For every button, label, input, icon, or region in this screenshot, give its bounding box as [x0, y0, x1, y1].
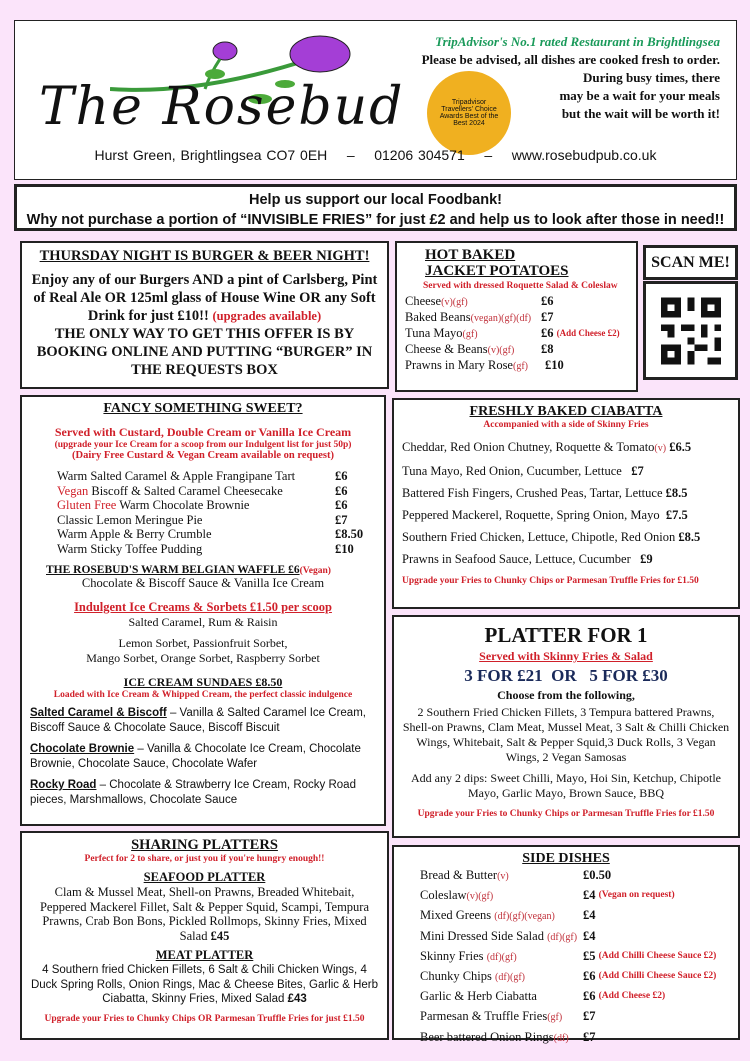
burger-booking: THE ONLY WAY TO GET THIS OFFER IS BY BOOKING ONLINE AND PUTTING “BURGER” IN THE REQUESTS BOX: [36, 326, 373, 378]
item-tags: (df): [553, 1032, 569, 1044]
menu-item: [405, 326, 628, 342]
seafood-price: £45: [210, 928, 230, 943]
item-name: Mini Dressed Side Salad: [420, 928, 548, 943]
menu-item: [420, 886, 730, 906]
sundae-desc: – Vanilla & Salted Caramel Ice Cream, Biscoff Sauce & Chocolate Sauce, Biscoff Biscuit: [30, 707, 366, 734]
menu-item: [405, 310, 628, 326]
seafood-title: SEAFOOD PLATTER: [143, 870, 266, 884]
item-price: £7: [583, 1029, 596, 1044]
menu-item: [405, 358, 628, 374]
jacket-title: HOT BAKED: [425, 247, 516, 263]
platter-deal: 3 FOR £21 OR 5 FOR £30: [464, 666, 668, 685]
sweet-title: FANCY SOMETHING SWEET?: [103, 401, 303, 416]
notice-line: may be a wait for your meals: [559, 88, 720, 103]
item-price: £8: [541, 342, 554, 356]
item-price: £7: [583, 1009, 596, 1024]
menu-item: [57, 513, 376, 528]
menu-item: [57, 498, 376, 513]
item-note: (Add Cheese £2): [598, 991, 666, 1002]
ciabatta-title: FRESHLY BAKED CIABATTA: [469, 404, 663, 419]
menu-item: [402, 548, 730, 570]
item-name: Parmesan & Truffle Fries: [420, 1009, 548, 1024]
item-note: (Add Cheese £2): [556, 328, 620, 338]
menu-item: [405, 294, 628, 310]
ciabatta-subtitle: Accompanied with a side of Skinny Fries: [483, 420, 649, 430]
sweet-dairy: (Dairy Free Custard & Vegan Cream available on request): [72, 450, 334, 461]
item-price: £9: [640, 552, 653, 566]
item-tags: (gf): [547, 1012, 563, 1024]
item-price: £4: [583, 928, 596, 943]
menu-item: [57, 469, 376, 484]
sharing-upgrade: Upgrade your Fries to Chunky Chips OR Parmesan Truffle Fries for just £1.50: [44, 1013, 365, 1024]
item-tags: (df)(gf): [495, 972, 525, 984]
item-tags: (df)(gf): [547, 931, 578, 943]
meat-title: MEAT PLATTER: [155, 948, 254, 962]
separator: –: [484, 147, 493, 163]
sundae-item: [30, 706, 376, 736]
item-price: £6: [335, 498, 348, 512]
qr-code-icon: [661, 297, 721, 365]
item-note: (Add Chilli Cheese Sauce £2): [598, 950, 717, 961]
address: Hurst Green, Brightlingsea CO7 0EH: [94, 147, 328, 163]
burger-title: THURSDAY NIGHT IS BURGER & BEER NIGHT!: [39, 248, 370, 264]
item-price: £10: [335, 541, 354, 556]
seafood-desc: Clam & Mussel Meat, Shell-on Prawns, Breaded Whitebait, Peppered Mackerel Fillet, Salt & Pepper Squid, Scampi, Tempura Prawns, Crab Bon Bons, Pickled Rollmops, Skinny Fries, Mixed Salad: [39, 885, 370, 943]
ciabatta-upgrade: Upgrade your Fries to Chunky Chips or Parmesan Truffle Fries for £1.50: [402, 576, 699, 586]
sweet-upgrade: (upgrade your Ice Cream for a scoop from our Indulgent list for just 50p): [54, 440, 352, 450]
item-price: £5: [583, 948, 596, 963]
platter-upgrade: Upgrade your Fries to Chunky Chips or Parmesan Truffle Fries for £1.50: [417, 809, 715, 819]
item-prefix: Gluten Free: [57, 498, 117, 512]
item-price: £6.5: [669, 440, 692, 454]
item-name: Battered Fish Fingers, Crushed Peas, Tartar, Lettuce: [402, 486, 663, 500]
item-price: £6: [541, 294, 554, 308]
item-price: £0.50: [583, 868, 612, 882]
item-name: Cheese & Beans: [405, 342, 488, 356]
item-prefix: Vegan: [57, 483, 89, 498]
item-price: £6: [335, 469, 348, 483]
item-price: £8.5: [678, 530, 701, 544]
item-tags: (vegan)(gf)(df): [470, 313, 532, 324]
item-name: Coleslaw: [420, 888, 467, 903]
item-price: £7.5: [665, 508, 688, 522]
item-name: Beer battered Onion Rings: [420, 1029, 554, 1044]
foodbank-line2: Why not purchase a portion of “INVISIBLE FRIES” for just £2 and help us to look after those in need!!: [26, 212, 725, 228]
notice-line: Please be advised, all dishes are cooked fresh to order.: [421, 52, 720, 67]
item-price: £6: [583, 989, 596, 1004]
indulgent-flavours: Mango Sorbet, Orange Sorbet, Raspberry Sorbet: [86, 651, 320, 665]
menu-item: [402, 460, 730, 482]
item-tags: (v): [497, 871, 509, 882]
menu-item: [402, 482, 730, 504]
item-name: Baked Beans: [405, 310, 471, 324]
item-name: Skinny Fries: [420, 948, 487, 963]
indulgent-flavours: Lemon Sorbet, Passionfruit Sorbet,: [118, 636, 288, 650]
website-link[interactable]: www.rosebudpub.co.uk: [511, 147, 657, 163]
sharing-platters-section: [20, 831, 389, 1040]
separator: –: [346, 147, 355, 163]
tripadvisor-line: TripAdvisor's No.1 rated Restaurant in Brightlingsea: [435, 34, 720, 49]
item-price: £6: [583, 969, 596, 984]
platter-for-one-section: [392, 615, 740, 838]
item-price: £10: [545, 358, 564, 372]
item-name: Warm Sticky Toffee Pudding: [57, 541, 203, 556]
item-price: £4: [583, 908, 596, 923]
platter-dips: Add any 2 dips: Sweet Chilli, Mayo, Hoi Sin, Ketchup, Chipotle Mayo, Garlic Mayo, Brown Sauce, BBQ: [411, 771, 721, 800]
item-name: Warm Salted Caramel & Apple Frangipane Tart: [57, 469, 296, 483]
item-note: (Add Chilli Cheese Sauce £2): [598, 971, 717, 982]
burger-body: Enjoy any of our Burgers AND a pint of Carlsberg, Pint of Real Ale OR 125ml glass of House Wine OR any Soft Drink for just £10!!: [31, 272, 378, 324]
menu-item: [420, 987, 730, 1007]
menu-item: [402, 504, 730, 526]
foodbank-line1: Help us support our local Foodbank!: [249, 192, 502, 208]
waffle-tag: (Vegan): [299, 566, 331, 576]
desserts-section: [20, 395, 386, 826]
sundaes-title: ICE CREAM SUNDAES £8.50: [123, 675, 283, 689]
platter-title: PLATTER FOR 1: [484, 623, 648, 647]
meat-price: £43: [287, 993, 307, 1005]
indulgent-title: Indulgent Ice Creams & Sorbets £1.50 per scoop: [74, 600, 332, 614]
menu-item: [420, 947, 730, 967]
item-tags: (v): [654, 443, 667, 454]
item-name: Cheddar, Red Onion Chutney, Roquette & Tomato: [402, 440, 655, 454]
item-name: Warm Apple & Berry Crumble: [57, 527, 212, 541]
menu-item: [420, 1007, 730, 1027]
menu-item: [405, 342, 628, 358]
item-name: Cheese: [405, 294, 442, 308]
side-dishes-section: [392, 845, 740, 1044]
item-price: £7: [335, 512, 348, 527]
notice-line: During busy times, there: [583, 70, 720, 85]
sundae-desc: – Vanilla & Chocolate Ice Cream, Chocolate Brownie, Chocolate Sauce, Chocolate Wafer: [30, 743, 361, 770]
item-tags: (gf): [512, 361, 528, 372]
indulgent-flavours: Salted Caramel, Rum & Raisin: [128, 615, 278, 629]
sundae-name: Chocolate Brownie: [30, 743, 135, 755]
item-price: £8.5: [665, 486, 688, 500]
platter-choose: Choose from the following,: [497, 688, 635, 702]
sundae-item: [30, 778, 376, 808]
item-price: £7: [631, 464, 644, 478]
menu-item: [420, 967, 730, 987]
platter-options: 2 Southern Fried Chicken Fillets, 3 Tempura battered Prawns, Shell-on Prawns, Clam Meat, Mussel Meat, 3 Salt & Chilli Chicken Wings, Whitebait, Salt & Pepper Squid,3 Duck Rolls, 3 Vegan Wings, 2 Vegan Samosas: [402, 705, 730, 764]
sundae-name: Salted Caramel & Biscoff: [30, 707, 167, 719]
logo-text: The Rosebud: [39, 77, 405, 137]
foodbank-banner: [14, 184, 737, 231]
item-name: Garlic & Herb Ciabatta: [420, 989, 537, 1004]
item-tags: (df)(gf): [486, 951, 517, 963]
item-tags: (df)(gf)(vegan): [494, 911, 555, 923]
item-name: Southern Fried Chicken, Lettuce, Chipotle, Red Onion: [402, 530, 676, 544]
item-name: Warm Chocolate Brownie: [116, 498, 250, 512]
waffle-title: THE ROSEBUD'S WARM BELGIAN WAFFLE £6: [46, 564, 300, 576]
sweet-served: Served with Custard, Double Cream or Vanilla Ice Cream: [54, 425, 352, 439]
item-price: £6: [335, 483, 348, 498]
item-note: (Vegan on request): [598, 890, 675, 901]
sharing-title: SHARING PLATTERS: [131, 837, 278, 853]
notice-line: but the wait will be worth it!: [561, 106, 720, 121]
meat-desc: 4 Southern fried Chicken Fillets, 6 Salt & Chili Chicken Wings, 4 Duck Spring Rolls, Onion Rings, Mac & Cheese Bites, Garlic & Herb Ciabatta, Skinny Fries, Mixed Salad: [30, 964, 379, 1005]
item-name: Biscoff & Salted Caramel Cheesecake: [88, 483, 283, 498]
sundae-desc: – Chocolate & Strawberry Ice Cream, Rocky Road pieces, Marshmallows, Chocolate Sauce: [30, 779, 356, 806]
menu-item: [402, 436, 730, 460]
menu-item: [402, 526, 730, 548]
menu-item: [57, 527, 376, 542]
item-name: Chunky Chips: [420, 969, 496, 984]
item-name: Mixed Greens: [420, 908, 495, 923]
menu-item: [57, 542, 376, 557]
item-tags: (v)(gf): [466, 891, 494, 903]
item-price: £6: [541, 326, 554, 340]
menu-item: [420, 1028, 730, 1048]
item-price: £4: [583, 888, 596, 903]
item-tags: (v)(gf): [441, 297, 468, 308]
menu-item: [420, 866, 730, 886]
ciabatta-section: [392, 398, 740, 609]
sharing-subtitle: Perfect for 2 to share, or just you if you're hungry enough!!: [84, 854, 325, 864]
item-name: Peppered Mackerel, Roquette, Spring Onion, Mayo: [402, 508, 660, 522]
item-name: Bread & Butter: [420, 868, 498, 882]
item-tags: (gf): [462, 329, 478, 340]
item-tags: (v)(gf): [487, 345, 515, 356]
menu-item: [420, 906, 730, 926]
jacket-subtitle: Served with dressed Roquette Salad & Coleslaw: [423, 281, 618, 291]
item-price: £8.50: [335, 527, 364, 541]
item-price: £7: [541, 310, 554, 324]
sundaes-subtitle: Loaded with Ice Cream & Whipped Cream, the perfect classic indulgence: [53, 690, 353, 700]
menu-item: [420, 927, 730, 947]
scan-me-label: SCAN ME!: [643, 245, 738, 280]
waffle-desc: Chocolate & Biscoff Sauce & Vanilla Ice Cream: [81, 576, 325, 590]
badge-text: Tripadvisor Travellers' Choice Awards Best of the Best 2024: [439, 99, 499, 127]
burger-night-section: [20, 241, 389, 389]
item-name: Prawns in Mary Rose: [405, 358, 513, 372]
qr-code[interactable]: [643, 281, 738, 380]
sundae-item: [30, 742, 376, 772]
item-name: Classic Lemon Meringue Pie: [57, 512, 203, 527]
phone-link[interactable]: 01206 304571: [374, 147, 465, 163]
jacket-title: JACKET POTATOES: [425, 263, 569, 279]
item-name: Tuna Mayo, Red Onion, Cucumber, Lettuce: [402, 464, 622, 478]
sides-title: SIDE DISHES: [522, 851, 610, 866]
item-name: Prawns in Seafood Sauce, Lettuce, Cucumber: [402, 552, 631, 566]
platter-served: Served with Skinny Fries & Salad: [479, 649, 653, 663]
menu-item: [57, 484, 376, 499]
jacket-potatoes-section: [395, 241, 638, 392]
item-name: Tuna Mayo: [405, 326, 463, 340]
header: [14, 20, 737, 180]
burger-upgrades: (upgrades available): [212, 309, 322, 323]
sundae-name: Rocky Road: [30, 779, 97, 791]
